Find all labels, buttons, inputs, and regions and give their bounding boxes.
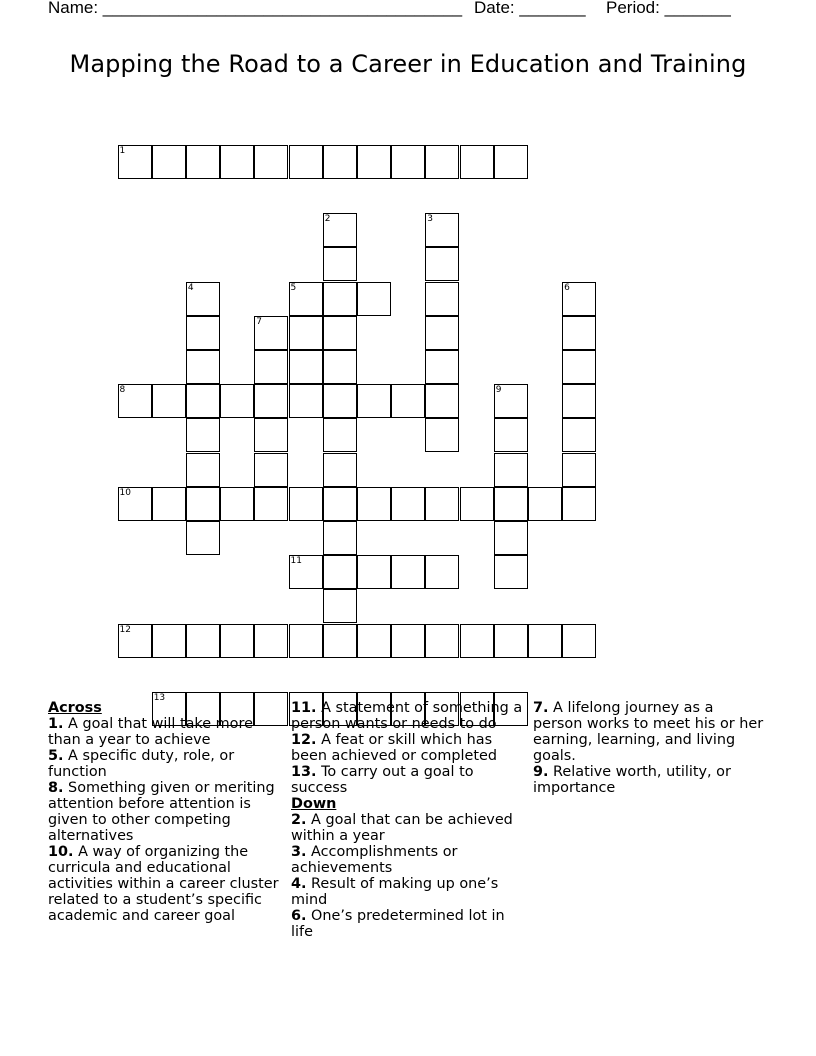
crossword-cell[interactable] [289,487,323,521]
crossword-cell[interactable] [425,487,459,521]
crossword-cell[interactable] [562,453,596,487]
clue-text: One’s predetermined lot in life [291,908,505,940]
crossword-cell[interactable] [220,487,254,521]
crossword-cell[interactable] [425,213,459,247]
crossword-cell[interactable] [562,350,596,384]
clue-number-label: 13. [291,764,317,780]
clue-text: Accomplishments or achievements [291,844,458,876]
clue-item [48,748,280,780]
clue-number: 12 [119,624,131,635]
clue-item [533,700,765,764]
crossword-cell[interactable] [152,624,186,658]
clue-number-label: 2. [291,812,307,828]
crossword-cell[interactable] [425,145,459,179]
crossword-cell[interactable] [425,624,459,658]
crossword-cell[interactable] [323,589,357,623]
clue-number-label: 9. [533,764,549,780]
crossword-cell[interactable] [460,487,494,521]
clue-number-label: 12. [291,732,317,748]
crossword-cell[interactable] [323,213,357,247]
clue-item [291,876,523,908]
crossword-cell[interactable] [391,145,425,179]
crossword-cell[interactable] [323,555,357,589]
clue-number: 8 [119,385,126,396]
clue-item [48,780,280,844]
crossword-cell[interactable] [323,247,357,281]
clue-text: To carry out a goal to success [291,764,474,796]
crossword-cell[interactable] [425,282,459,316]
crossword-cell[interactable] [323,624,357,658]
crossword-cell[interactable] [391,384,425,418]
clue-text: A feat or skill which has been achieved or completed [291,732,497,764]
crossword-cell[interactable] [289,384,323,418]
clue-text: A way of organizing the curricula and educational activities within a career cluster related to a student’s specific academic and career goal [48,844,279,924]
crossword-cell[interactable] [357,624,391,658]
crossword-cell[interactable] [186,418,220,452]
crossword-cell[interactable] [494,453,528,487]
crossword-cell[interactable] [425,384,459,418]
crossword-cell[interactable] [562,316,596,350]
crossword-cell[interactable] [391,555,425,589]
clue-number: 9 [495,385,502,396]
clue-item [291,844,523,876]
crossword-cell[interactable] [118,624,152,658]
crossword-cell[interactable] [323,350,357,384]
crossword-cell[interactable] [494,521,528,555]
crossword-cell[interactable] [186,384,220,418]
crossword-cell[interactable] [323,418,357,452]
crossword-cell[interactable] [254,453,288,487]
crossword-cell[interactable] [152,145,186,179]
clue-number-label: 7. [533,700,549,716]
clue-text: A goal that will take more than a year to achieve [48,716,253,748]
crossword-cell[interactable] [528,624,562,658]
crossword-cell[interactable] [220,624,254,658]
crossword-cell[interactable] [562,487,596,521]
clue-number: 4 [187,282,194,293]
period-field: Period: _______ [606,0,731,17]
crossword-cell[interactable] [323,453,357,487]
clue-item [48,716,280,748]
clues-column-1 [48,700,280,924]
crossword-cell[interactable] [289,145,323,179]
clue-text: A specific duty, role, or function [48,748,235,780]
page-title: Mapping the Road to a Career in Education and Training [69,50,747,78]
crossword-cell[interactable] [254,624,288,658]
clue-section-heading: Down [291,796,337,812]
crossword-cell[interactable] [494,145,528,179]
crossword-cell[interactable] [357,555,391,589]
crossword-cell[interactable] [425,555,459,589]
name-field: Name: ______________________________________ [48,0,463,17]
crossword-cell[interactable] [220,384,254,418]
crossword-cell[interactable] [186,316,220,350]
clue-item [533,764,765,796]
crossword-cell[interactable] [562,282,596,316]
crossword-cell[interactable] [254,487,288,521]
clue-number: 5 [290,282,297,293]
clue-number: 7 [256,316,263,327]
crossword-cell[interactable] [289,282,323,316]
clue-number-label: 3. [291,844,307,860]
crossword-cell[interactable] [323,384,357,418]
crossword-cell[interactable] [152,487,186,521]
clue-item [291,812,523,844]
crossword-cell[interactable] [357,145,391,179]
crossword-cell[interactable] [118,384,152,418]
crossword-cell[interactable] [494,487,528,521]
crossword-cell[interactable] [186,145,220,179]
clue-number-label: 10. [48,844,74,860]
crossword-cell[interactable] [391,487,425,521]
clue-number: 10 [119,487,131,498]
clue-section-heading: Across [48,700,102,716]
clue-text: A statement of something a person wants or needs to do [291,700,523,732]
crossword-cell[interactable] [152,384,186,418]
crossword-cell[interactable] [562,384,596,418]
crossword-cell[interactable] [254,384,288,418]
crossword-cell[interactable] [186,624,220,658]
crossword-cell[interactable] [494,624,528,658]
clue-item [291,764,523,796]
crossword-cell[interactable] [254,418,288,452]
clue-text: Result of making up one’s mind [291,876,499,908]
crossword-cell[interactable] [289,555,323,589]
clue-number-label: 11. [291,700,317,716]
clue-item [48,844,280,924]
clue-number: 13 [153,692,166,703]
clue-text: Something given or meriting attention before attention is given to other competing alternatives [48,780,275,844]
crossword-cell[interactable] [220,145,254,179]
crossword-cell[interactable] [425,350,459,384]
clue-number-label: 8. [48,780,64,796]
crossword-cell[interactable] [323,487,357,521]
clue-number: 1 [119,145,126,156]
crossword-cell[interactable] [425,418,459,452]
clue-text: A goal that can be achieved within a year [291,812,513,844]
clue-number: 11 [290,556,302,567]
crossword-cell[interactable] [254,316,288,350]
crossword-cell[interactable] [391,624,425,658]
clues-column-3 [533,700,765,796]
crossword-cell[interactable] [494,555,528,589]
crossword-cell[interactable] [357,282,391,316]
clue-number: 6 [564,282,570,293]
crossword-cell[interactable] [186,453,220,487]
clue-number-label: 1. [48,716,64,732]
clue-number: 2 [324,214,331,225]
clues-column-2 [291,700,523,940]
date-field: Date: _______ [474,0,586,17]
crossword-cell[interactable] [323,316,357,350]
clue-item [291,732,523,764]
crossword-cell[interactable] [254,350,288,384]
clue-number-label: 5. [48,748,64,764]
crossword-cell[interactable] [186,487,220,521]
crossword-cell[interactable] [494,384,528,418]
crossword-cell[interactable] [562,624,596,658]
crossword-cell[interactable] [357,487,391,521]
crossword-cell[interactable] [186,521,220,555]
clue-item [291,908,523,940]
crossword-cell[interactable] [323,282,357,316]
crossword-cell[interactable] [254,145,288,179]
crossword-cell[interactable] [289,316,323,350]
clue-number: 3 [427,214,434,225]
crossword-cell[interactable] [494,418,528,452]
crossword-cell[interactable] [186,350,220,384]
crossword-cell[interactable] [562,418,596,452]
crossword-cell[interactable] [425,247,459,281]
crossword-cell[interactable] [323,145,357,179]
clue-text: A lifelong journey as a person works to meet his or her earning, learning, and living goals. [533,700,764,764]
crossword-cell[interactable] [289,624,323,658]
crossword-cell[interactable] [323,521,357,555]
clue-item [291,700,523,732]
clue-number-label: 4. [291,876,307,892]
crossword-cell[interactable] [460,145,494,179]
crossword-cell[interactable] [460,624,494,658]
crossword-cell[interactable] [528,487,562,521]
clue-number-label: 6. [291,908,307,924]
crossword-cell[interactable] [186,282,220,316]
crossword-cell[interactable] [118,145,152,179]
crossword-cell[interactable] [425,316,459,350]
crossword-cell[interactable] [289,350,323,384]
clue-text: Relative worth, utility, or importance [533,764,731,796]
crossword-cell[interactable] [118,487,152,521]
crossword-cell[interactable] [357,384,391,418]
